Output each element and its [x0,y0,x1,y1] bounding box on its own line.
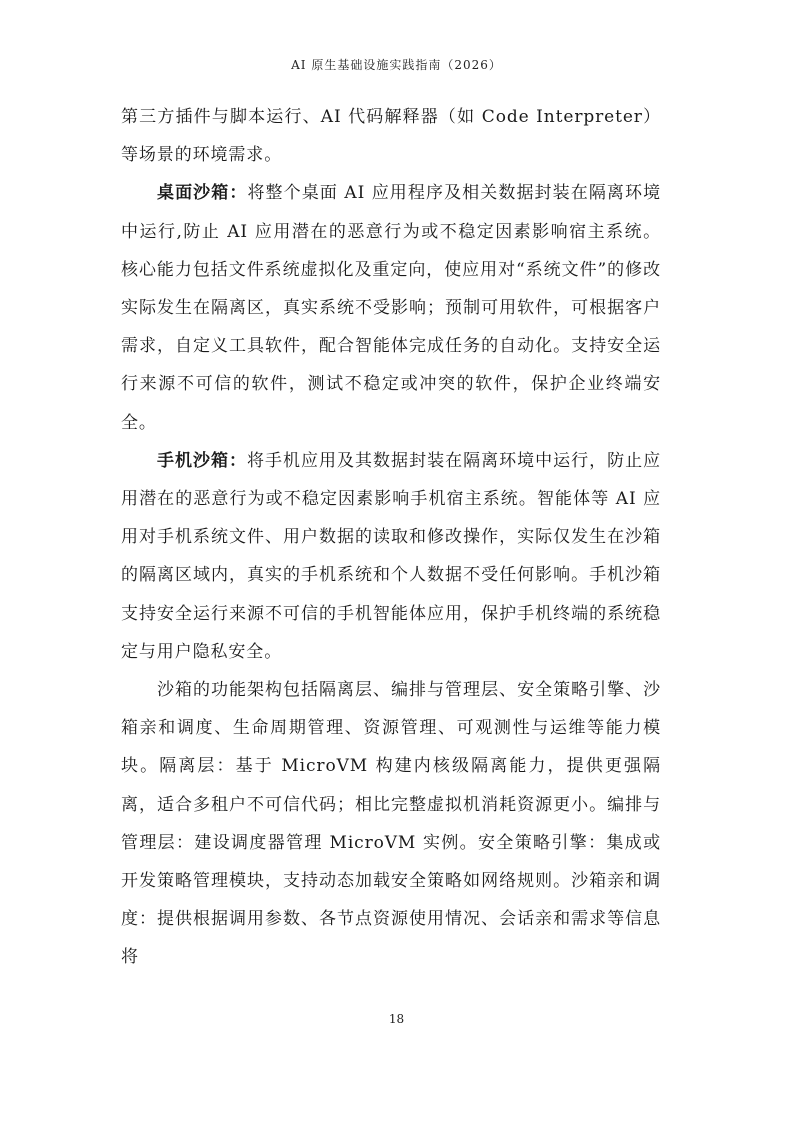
document-body [121,98,661,977]
paragraph-mobile-sandbox [121,442,661,671]
paragraph-text: 第三方插件与脚本运行、AI 代码解释器（如 Code Interpreter）等场景的环境需求。 [121,107,661,166]
paragraph-text: 将手机应用及其数据封装在隔离环境中运行，防止应用潜在的恶意行为或不稳定因素影响手机宿主系统。智能体等 AI 应用对手机系统文件、用户数据的读取和修改操作，实际仅发生在沙箱的隔离区域内，真实的手机系统和个人数据不受任何影响。手机沙箱支持安全运行来源不可信的手机智能体应用，保护手机终端的系统稳定与用户隐私安全。 [121,450,662,662]
paragraph-term: 桌面沙箱： [157,183,248,204]
page-number: 18 [388,1012,405,1026]
paragraph-desktop-sandbox [121,174,661,441]
paragraph-text: 将整个桌面 AI 应用程序及相关数据封装在隔离环境中运行,防止 AI 应用潜在的恶意行为或不稳定因素影响宿主系统。核心能力包括文件系统虚拟化及重定向，使应用对“系统文件”的修改实际发生在隔离区，真实系统不受影响；预制可用软件，可根据客户需求，自定义工具软件，配合智能体完成任务的自动化。支持安全运行来源不可信的软件，测试不稳定或冲突的软件，保护企业终端安全。 [121,183,661,433]
paragraph-continuation [121,98,661,174]
paragraph-text: 沙箱的功能架构包括隔离层、编排与管理层、安全策略引擎、沙箱亲和调度、生命周期管理、资源管理、可观测性与运维等能力模块。隔离层：基于 MicroVM 构建内核级隔离能力，提供更强隔离，适合多租户不可信代码；相比完整虚拟机消耗资源更小。编排与管理层：建设调度器管理 MicroVM 实例。安全策略引擎：集成或开发策略管理模块，支持动态加载安全策略如网络规则。沙箱亲和调度：提供根据调用参数、各节点资源使用情况、会话亲和需求等信息将 [121,680,661,968]
paragraph-sandbox-architecture [121,671,661,977]
paragraph-term: 手机沙箱： [157,450,248,471]
page-header: AI 原生基础设施实践指南（2026） [291,58,502,72]
